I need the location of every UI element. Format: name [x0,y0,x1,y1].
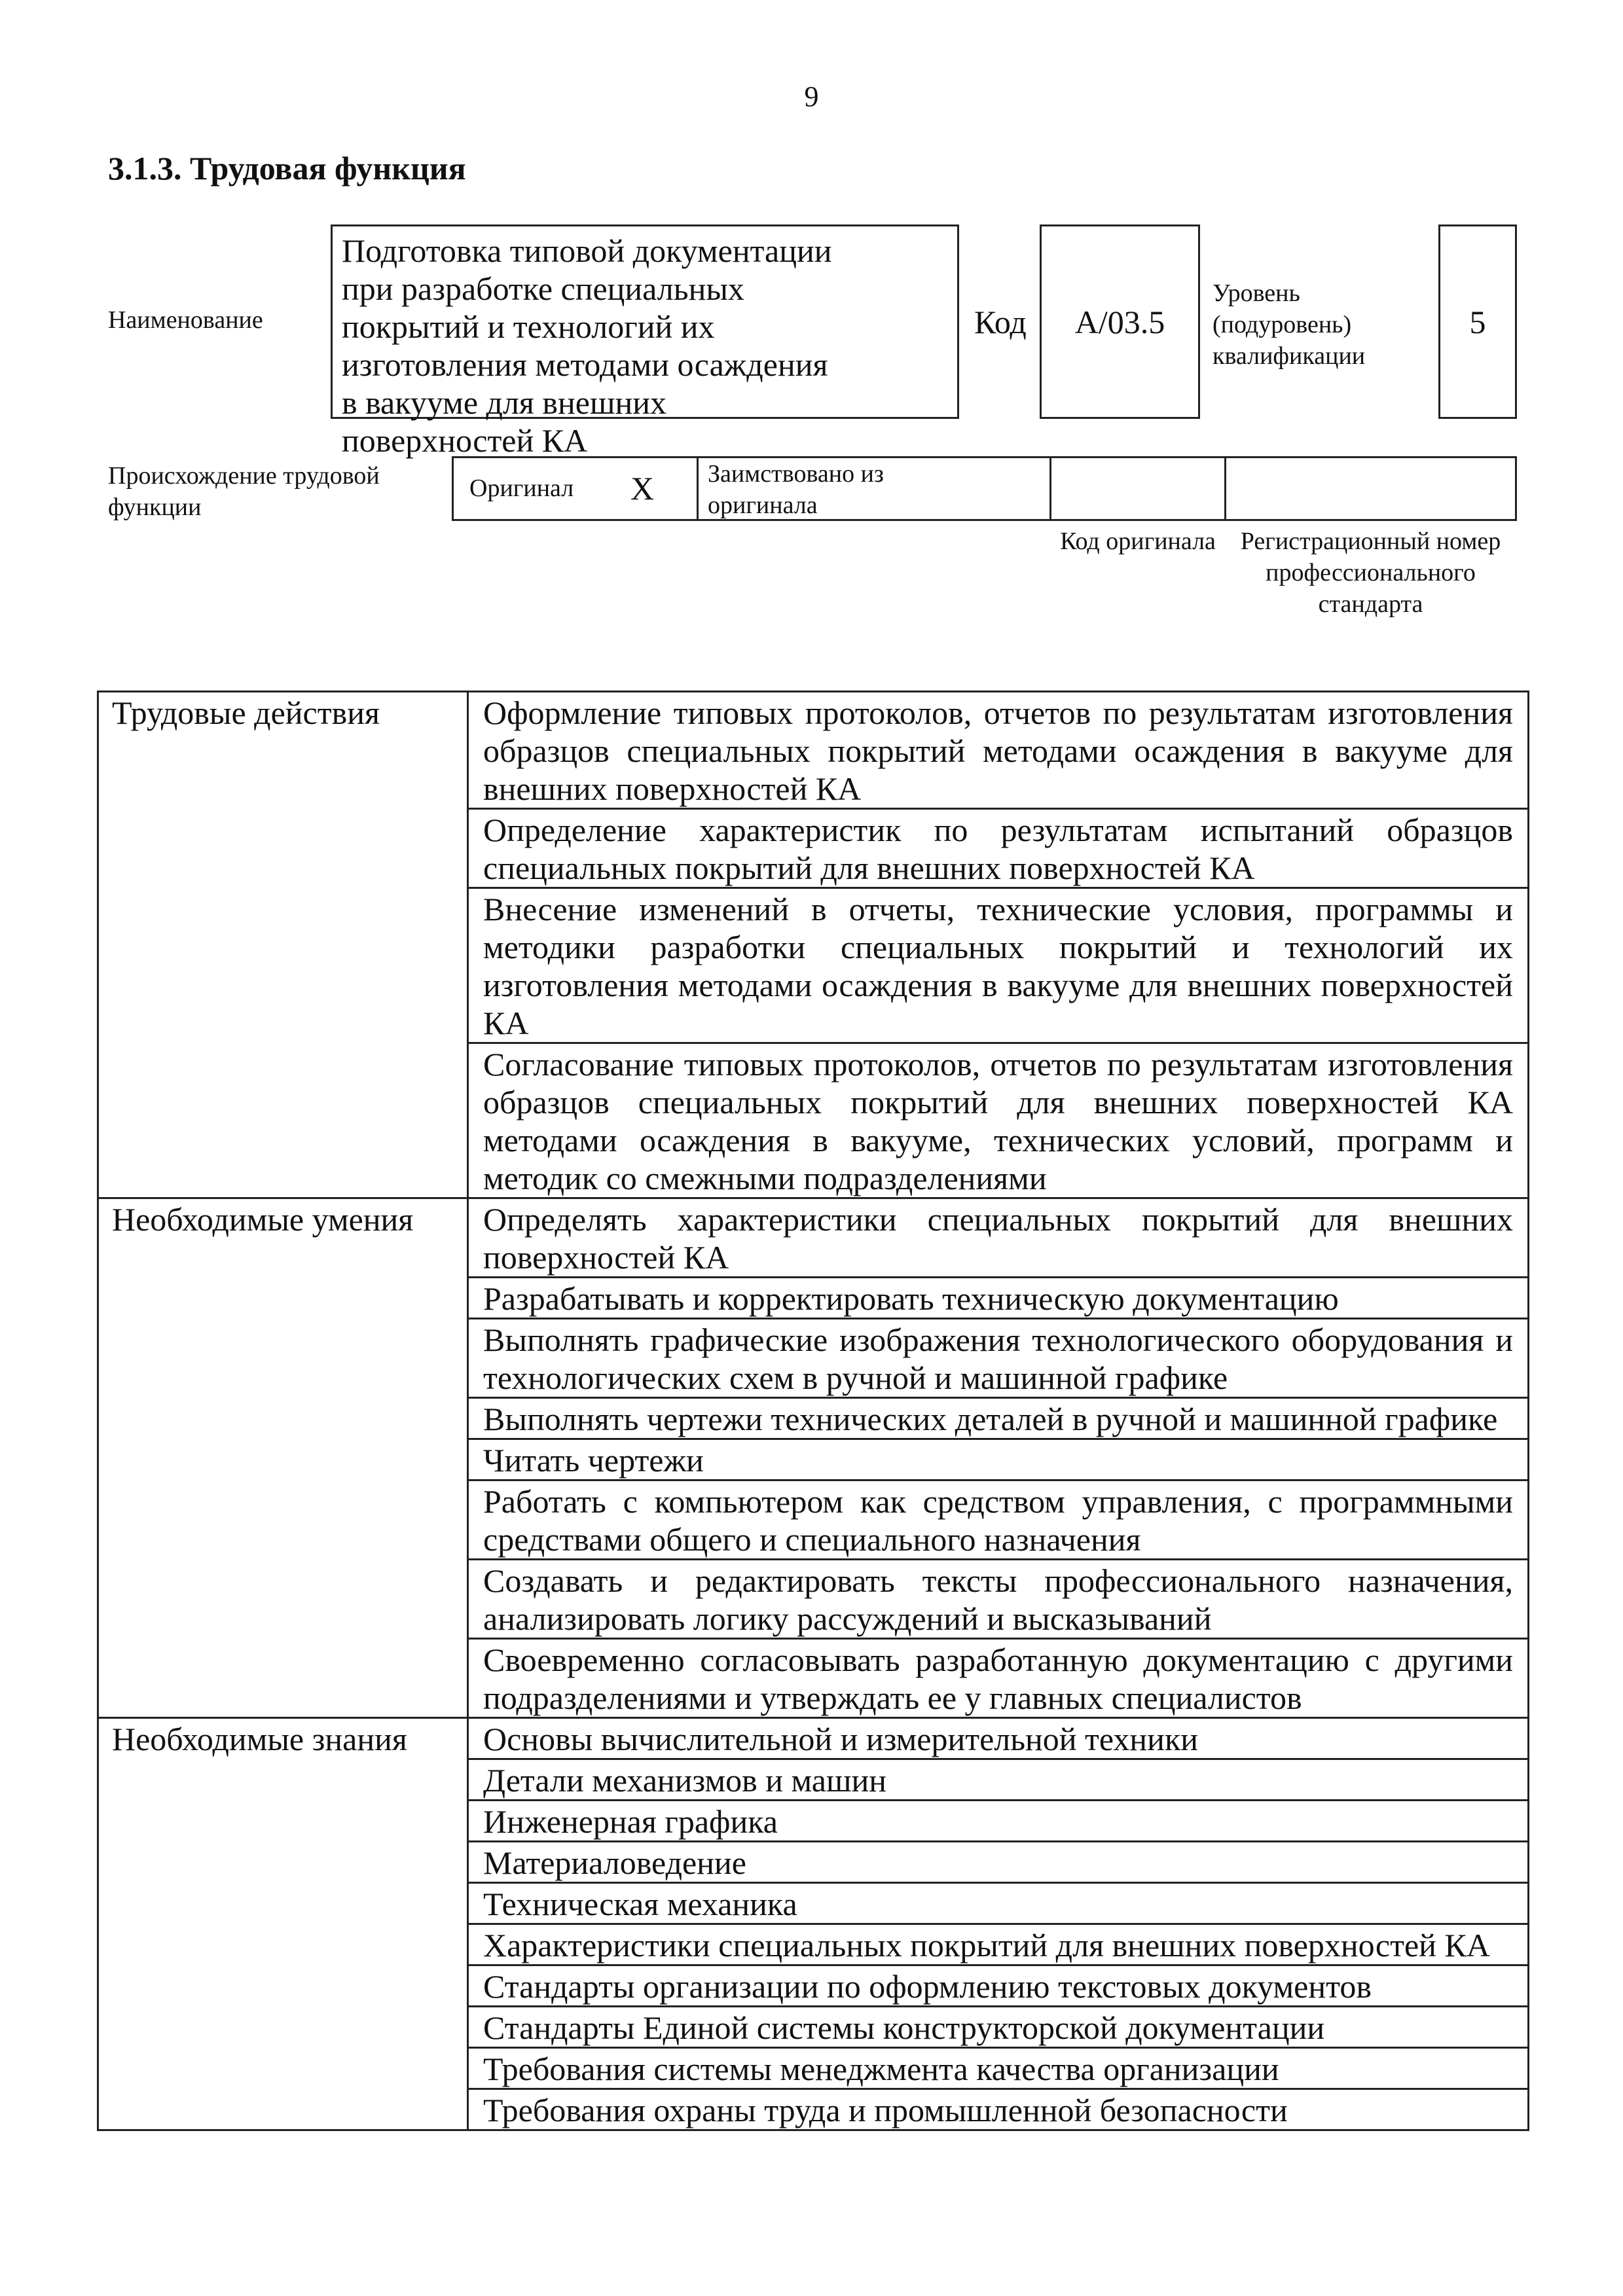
table-cell: Работать с компьютером как средством управления, с программными средствами общего и специального назначения [468,1480,1529,1560]
table-cell: Характеристики специальных покрытий для внешних поверхностей КА [468,1924,1529,1965]
table-cell: Создавать и редактировать тексты профессионального назначения, анализировать логику рассуждений и высказываний [468,1560,1529,1639]
borrowed-cell [697,456,1051,521]
table-cell: Основы вычислительной и измерительной техники [468,1718,1529,1759]
category-labor-actions: Трудовые действия [98,692,468,1198]
level-value-box [1438,224,1517,419]
registration-number-caption: Регистрационный номер профессионального стандарта [1240,528,1501,618]
level-value: 5 [1469,304,1486,340]
name-label: Наименование [108,306,263,334]
table-cell: Согласование типовых протоколов, отчетов по результатам изготовления образцов специальных покрытий для внешних поверхностей КА методами осаждения в вакууме, технических условий, программ и методик со смежными подразделениями [468,1043,1529,1198]
name-value-box [331,224,959,459]
registration-number-cell [1224,456,1517,521]
table-cell: Стандарты организации по оформлению текстовых документов [468,1965,1529,2007]
table-cell: Внесение изменений в отчеты, технические условия, программы и методики разработки специальных покрытий и технологий их изготовления методами осаждения в вакууме для внешних поверхностей КА [468,888,1529,1043]
function-table [97,691,1529,2131]
table-cell: Выполнять чертежи технических деталей в ручной и машинной графике [468,1398,1529,1439]
table-row [98,1718,1529,1759]
table-cell: Детали механизмов и машин [468,1759,1529,1801]
original-code-cell [1049,456,1226,521]
original-label: Оригинал [469,475,574,502]
table-row [98,1198,1529,1278]
table-cell: Материаловедение [468,1842,1529,1883]
table-cell: Стандарты Единой системы конструкторской документации [468,2007,1529,2048]
table-cell: Определение характеристик по результатам испытаний образцов специальных покрытий для внешних поверхностей КА [468,809,1529,888]
origin-label: Происхождение трудовой функции [108,462,380,521]
table-cell: Определять характеристики специальных покрытий для внешних поверхностей КА [468,1198,1529,1278]
table-cell: Техническая механика [468,1883,1529,1924]
table-cell: Требования системы менеджмента качества организации [468,2048,1529,2089]
original-mark: Х [630,470,655,507]
borrowed-label: Заимствовано из оригинала [708,460,884,519]
table-cell: Читать чертежи [468,1439,1529,1480]
code-label: Код [974,304,1027,340]
table-row [98,692,1529,809]
code-value-box [1040,224,1200,419]
name-value: Подготовка типовой документации при разработке специальных покрытий и технологий их изготовления методами осаждения в вакууме для внешних поверхностей КА [342,232,832,459]
category-required-skills: Необходимые умения [98,1198,468,1718]
code-value: А/03.5 [1074,304,1165,340]
table-cell: Своевременно согласовывать разработанную документацию с другими подразделениями и утверждать ее у главных специалистов [468,1639,1529,1718]
table-cell: Оформление типовых протоколов, отчетов по результатам изготовления образцов специальных покрытий методами осаждения в вакууме для внешних поверхностей КА [468,692,1529,809]
table-cell: Разрабатывать и корректировать техническую документацию [468,1278,1529,1319]
page-number: 9 [804,81,819,113]
table-cell: Выполнять графические изображения технологического оборудования и технологических схем в ручной и машинной графике [468,1319,1529,1398]
level-label: Уровень (подуровень) квалификации [1213,279,1366,370]
category-required-knowledge: Необходимые знания [98,1718,468,2130]
original-cell [452,456,699,521]
original-code-caption: Код оригинала [1060,528,1216,555]
table-cell: Инженерная графика [468,1801,1529,1842]
section-title: 3.1.3. Трудовая функция [108,150,466,187]
table-cell: Требования охраны труда и промышленной безопасности [468,2089,1529,2130]
